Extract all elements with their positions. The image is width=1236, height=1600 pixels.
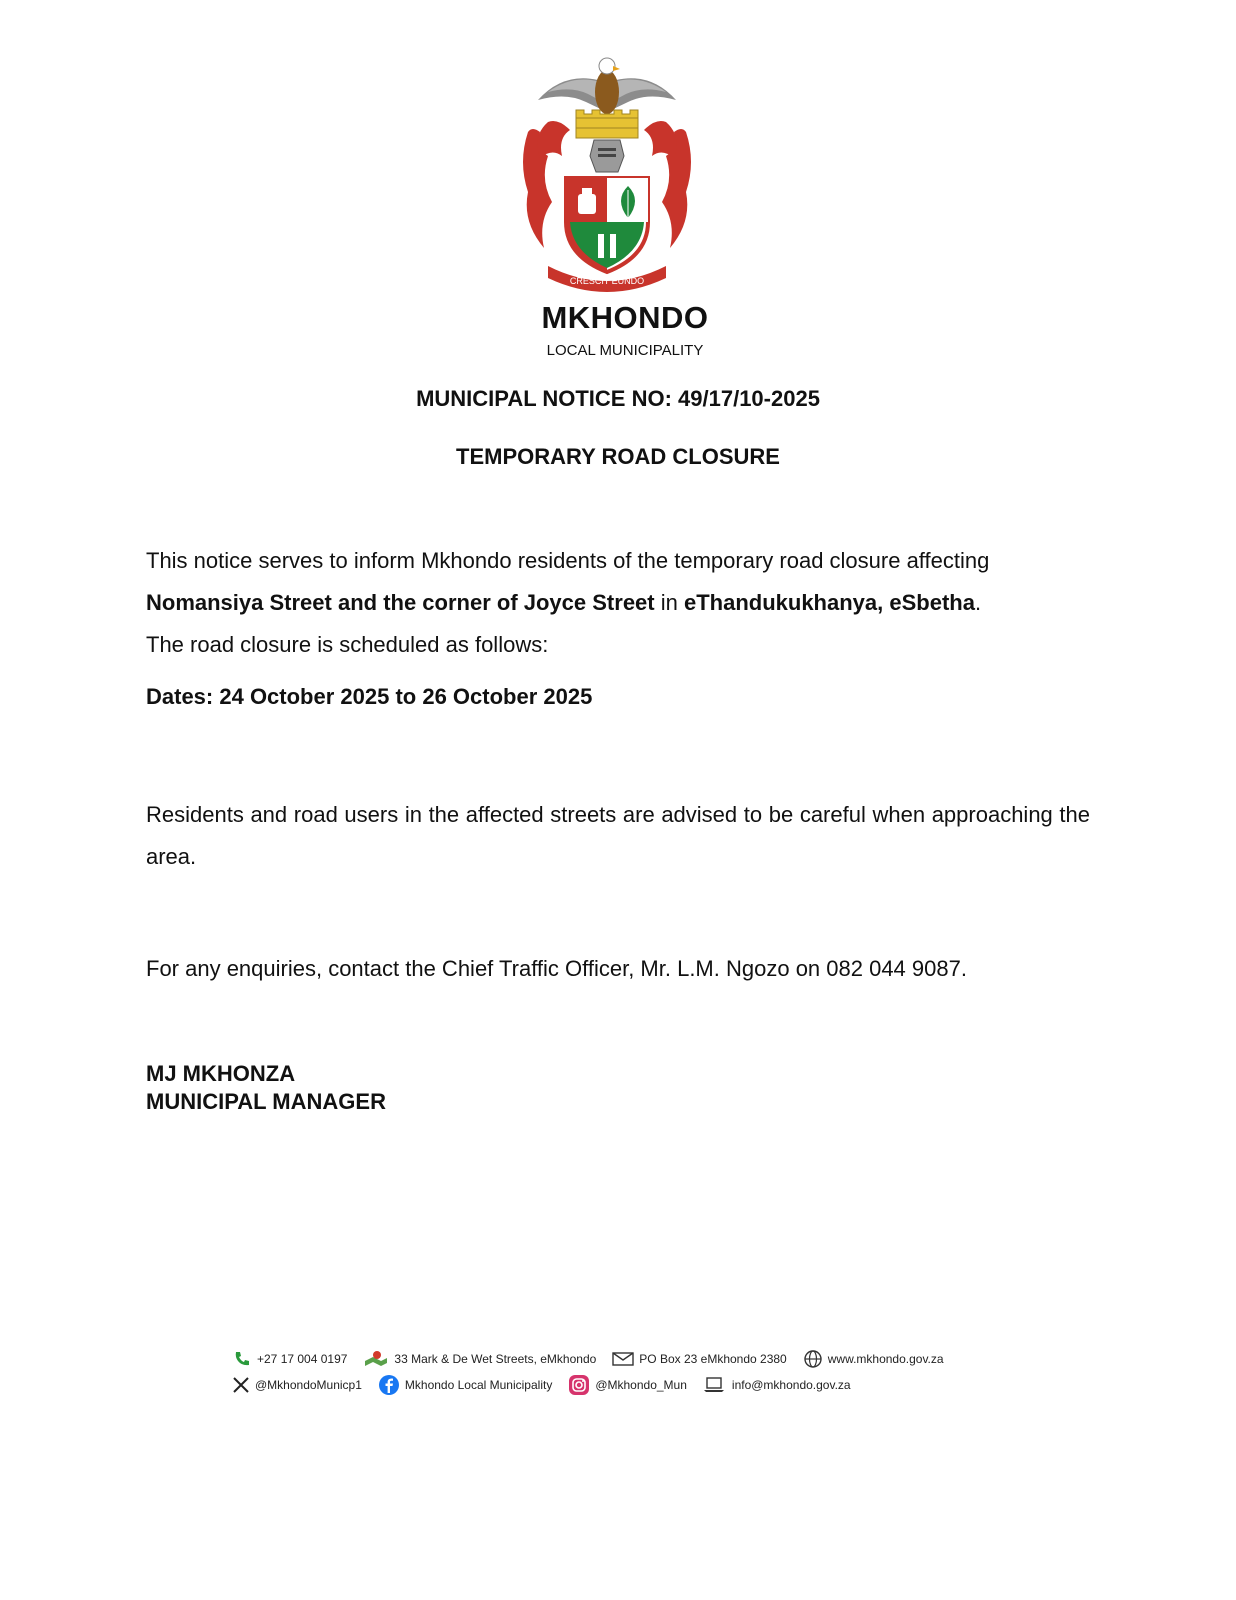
footer-instagram[interactable]: @Mkhondo_Mun (568, 1374, 687, 1396)
closure-dates: Dates: 24 October 2025 to 26 October 2025 (146, 684, 593, 709)
footer-facebook[interactable]: Mkhondo Local Municipality (378, 1374, 552, 1396)
footer-contacts (232, 1346, 992, 1398)
crest-motto: CRESCIT EUNDO (569, 276, 645, 286)
instagram-icon (568, 1374, 590, 1396)
signatory-name: MJ MKHONZA (146, 1061, 296, 1086)
notice-number: MUNICIPAL NOTICE NO: 49/17/10-2025 (416, 386, 820, 411)
intro-in-text: in (654, 590, 684, 615)
phone-icon (232, 1349, 252, 1369)
schedule-text: The road closure is scheduled as follows: (146, 632, 549, 657)
affected-streets: Nomansiya Street and the corner of Joyce Street (146, 590, 655, 615)
footer-address: 33 Mark & De Wet Streets, eMkhondo (363, 1349, 596, 1369)
signature-block (146, 1060, 386, 1116)
globe-icon (803, 1349, 823, 1369)
footer-x[interactable]: @MkhondoMunicp1 (232, 1376, 362, 1394)
footer-website[interactable]: www.mkhondo.gov.za (803, 1349, 944, 1369)
organization-subtitle: LOCAL MUNICIPALITY (546, 342, 704, 359)
facebook-icon (378, 1374, 400, 1396)
footer-row-2 (232, 1372, 992, 1398)
advisory-paragraph: Residents and road users in the affected streets are advised to be careful when approaching the area. (146, 802, 1090, 869)
footer-email[interactable]: info@mkhondo.gov.za (703, 1376, 851, 1394)
intro-paragraph (146, 540, 1090, 666)
footer-po-box: PO Box 23 eMkhondo 2380 (612, 1351, 786, 1367)
enquiries-paragraph: For any enquiries, contact the Chief Traffic Officer, Mr. L.M. Ngozo on 082 044 9087. (146, 956, 967, 981)
footer-phone: +27 17 004 0197 (232, 1349, 347, 1369)
x-twitter-icon (232, 1376, 250, 1394)
signatory-title: MUNICIPAL MANAGER (146, 1089, 386, 1114)
municipal-crest-logo (518, 52, 696, 292)
footer-row-1 (232, 1346, 992, 1372)
affected-area: eThandukukhanya, eSbetha (683, 590, 975, 615)
organization-name: MKHONDO (541, 300, 709, 335)
laptop-icon (703, 1376, 727, 1394)
intro-text: This notice serves to inform Mkhondo residents of the temporary road closure affecting (146, 548, 990, 573)
map-pin-icon (363, 1349, 389, 1369)
mail-icon (612, 1351, 634, 1367)
notice-title: TEMPORARY ROAD CLOSURE (456, 444, 780, 469)
intro-end-text: . (974, 590, 982, 615)
